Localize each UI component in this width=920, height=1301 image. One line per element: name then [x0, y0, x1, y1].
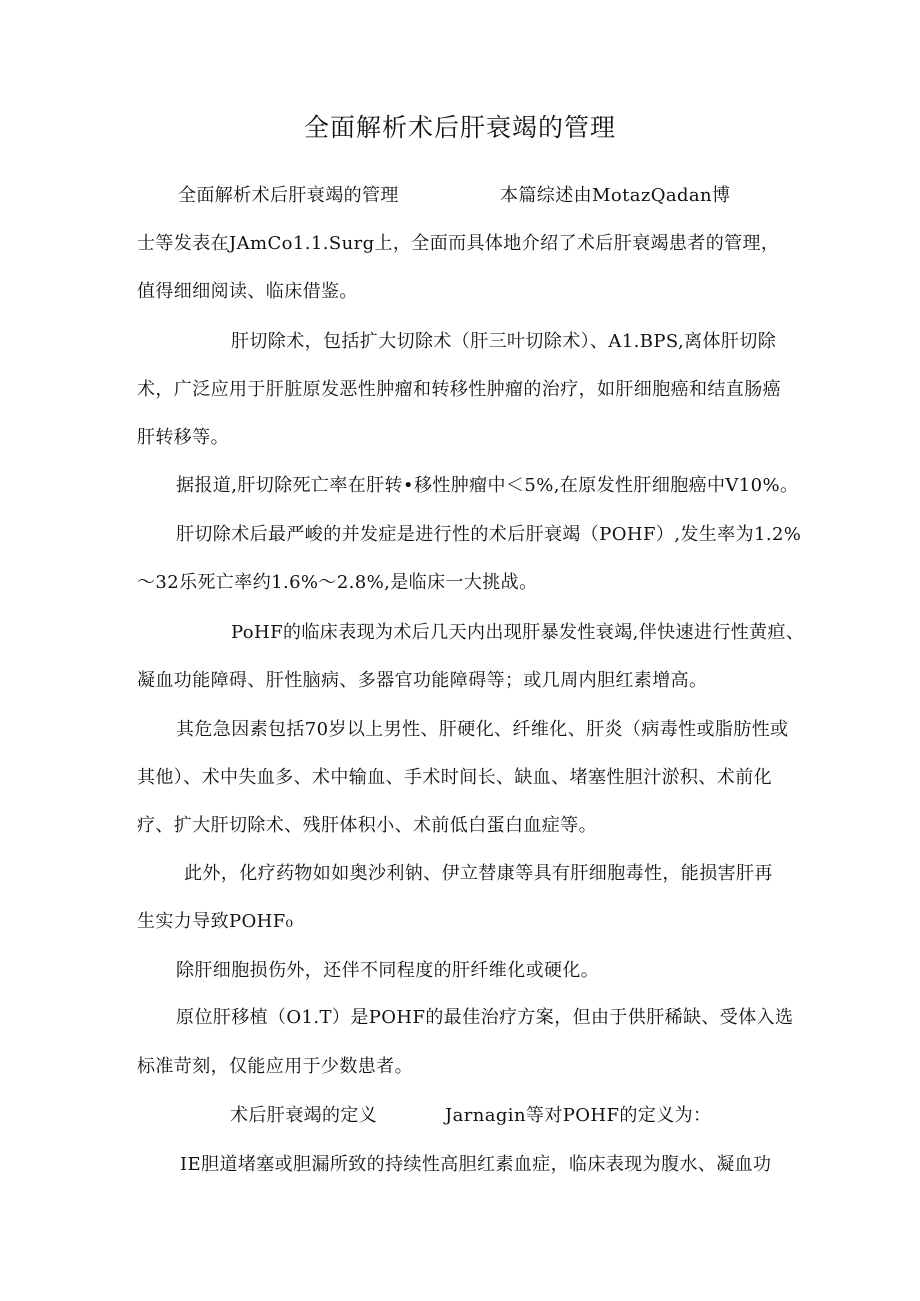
- text-line: 肝切除术后最严峻的并发症是进行性的术后肝衰竭（POHF）,发生率为1.2%: [176, 524, 802, 545]
- text-line: 原位肝移植（O1.T）是POHF的最佳治疗方案，但由于供肝稀缺、受体入选: [176, 1007, 794, 1028]
- text-line: 肝切除术，包括扩大切除术（肝三叶切除术）、A1.BPS,离体肝切除: [231, 331, 777, 352]
- text-line: 此外，化疗药物如如奥沙利钠、伊立替康等具有肝细胞毒性，能损害肝再: [184, 863, 773, 884]
- text-line: 其危急因素包括70岁以上男性、肝硬化、纤维化、肝炎（病毒性或脂肪性或: [176, 719, 789, 740]
- text-line: 疗、扩大肝切除术、残肝体积小、术前低白蛋白血症等。: [137, 815, 597, 836]
- text-line: 据报道,肝切除死亡率在肝转•移性肿瘤中＜5%,在原发性肝细胞癌中V10%。: [176, 475, 799, 496]
- text-line: 值得细细阅读、临床借鉴。: [137, 281, 358, 302]
- text-line: 术，广泛应用于肝脏原发恶性肿瘤和转移性肿瘤的治疗，如肝细胞癌和结直肠癌: [137, 379, 781, 400]
- text-line: IE胆道堵塞或胆漏所致的持续性高胆红素血症，临床表现为腹水、凝血功: [180, 1154, 772, 1175]
- text-line: 除肝细胞损伤外，还伴不同程度的肝纤维化或硬化。: [176, 960, 600, 981]
- text-line: 士等发表在JAmCo1.1.Surg上，全面而具体地介绍了术后肝衰竭患者的管理，: [137, 233, 780, 254]
- text-line: 标准苛刻，仅能应用于少数患者。: [137, 1056, 413, 1077]
- text-line: ～32乐死亡率约1.6%～2.8%,是临床一大挑战。: [137, 572, 538, 593]
- section-heading: 术后肝衰竭的定义: [230, 1105, 378, 1126]
- text-line: Jarnagin等对POHF的定义为：: [445, 1105, 712, 1126]
- text-line: 其他）、术中失血多、术中输血、手术时间长、缺血、堵塞性胆汁淤积、术前化: [137, 767, 772, 788]
- document-title: 全面解析术后肝衰竭的管理: [303, 113, 616, 142]
- text-line: 全面解析术后肝衰竭的管理: [178, 185, 399, 206]
- text-line: 生实力导致POHF₀: [137, 911, 294, 932]
- text-line: 肝转移等。: [137, 427, 229, 448]
- text-line: 凝血功能障碍、肝性脑病、多器官功能障碍等；或几周内胆红素增高。: [137, 670, 708, 691]
- text-line: 本篇综述由MotazQadan博: [500, 185, 731, 206]
- text-line: PoHF的临床表现为术后几天内出现肝暴发性衰竭,伴快速进行性黄疸、: [231, 622, 805, 643]
